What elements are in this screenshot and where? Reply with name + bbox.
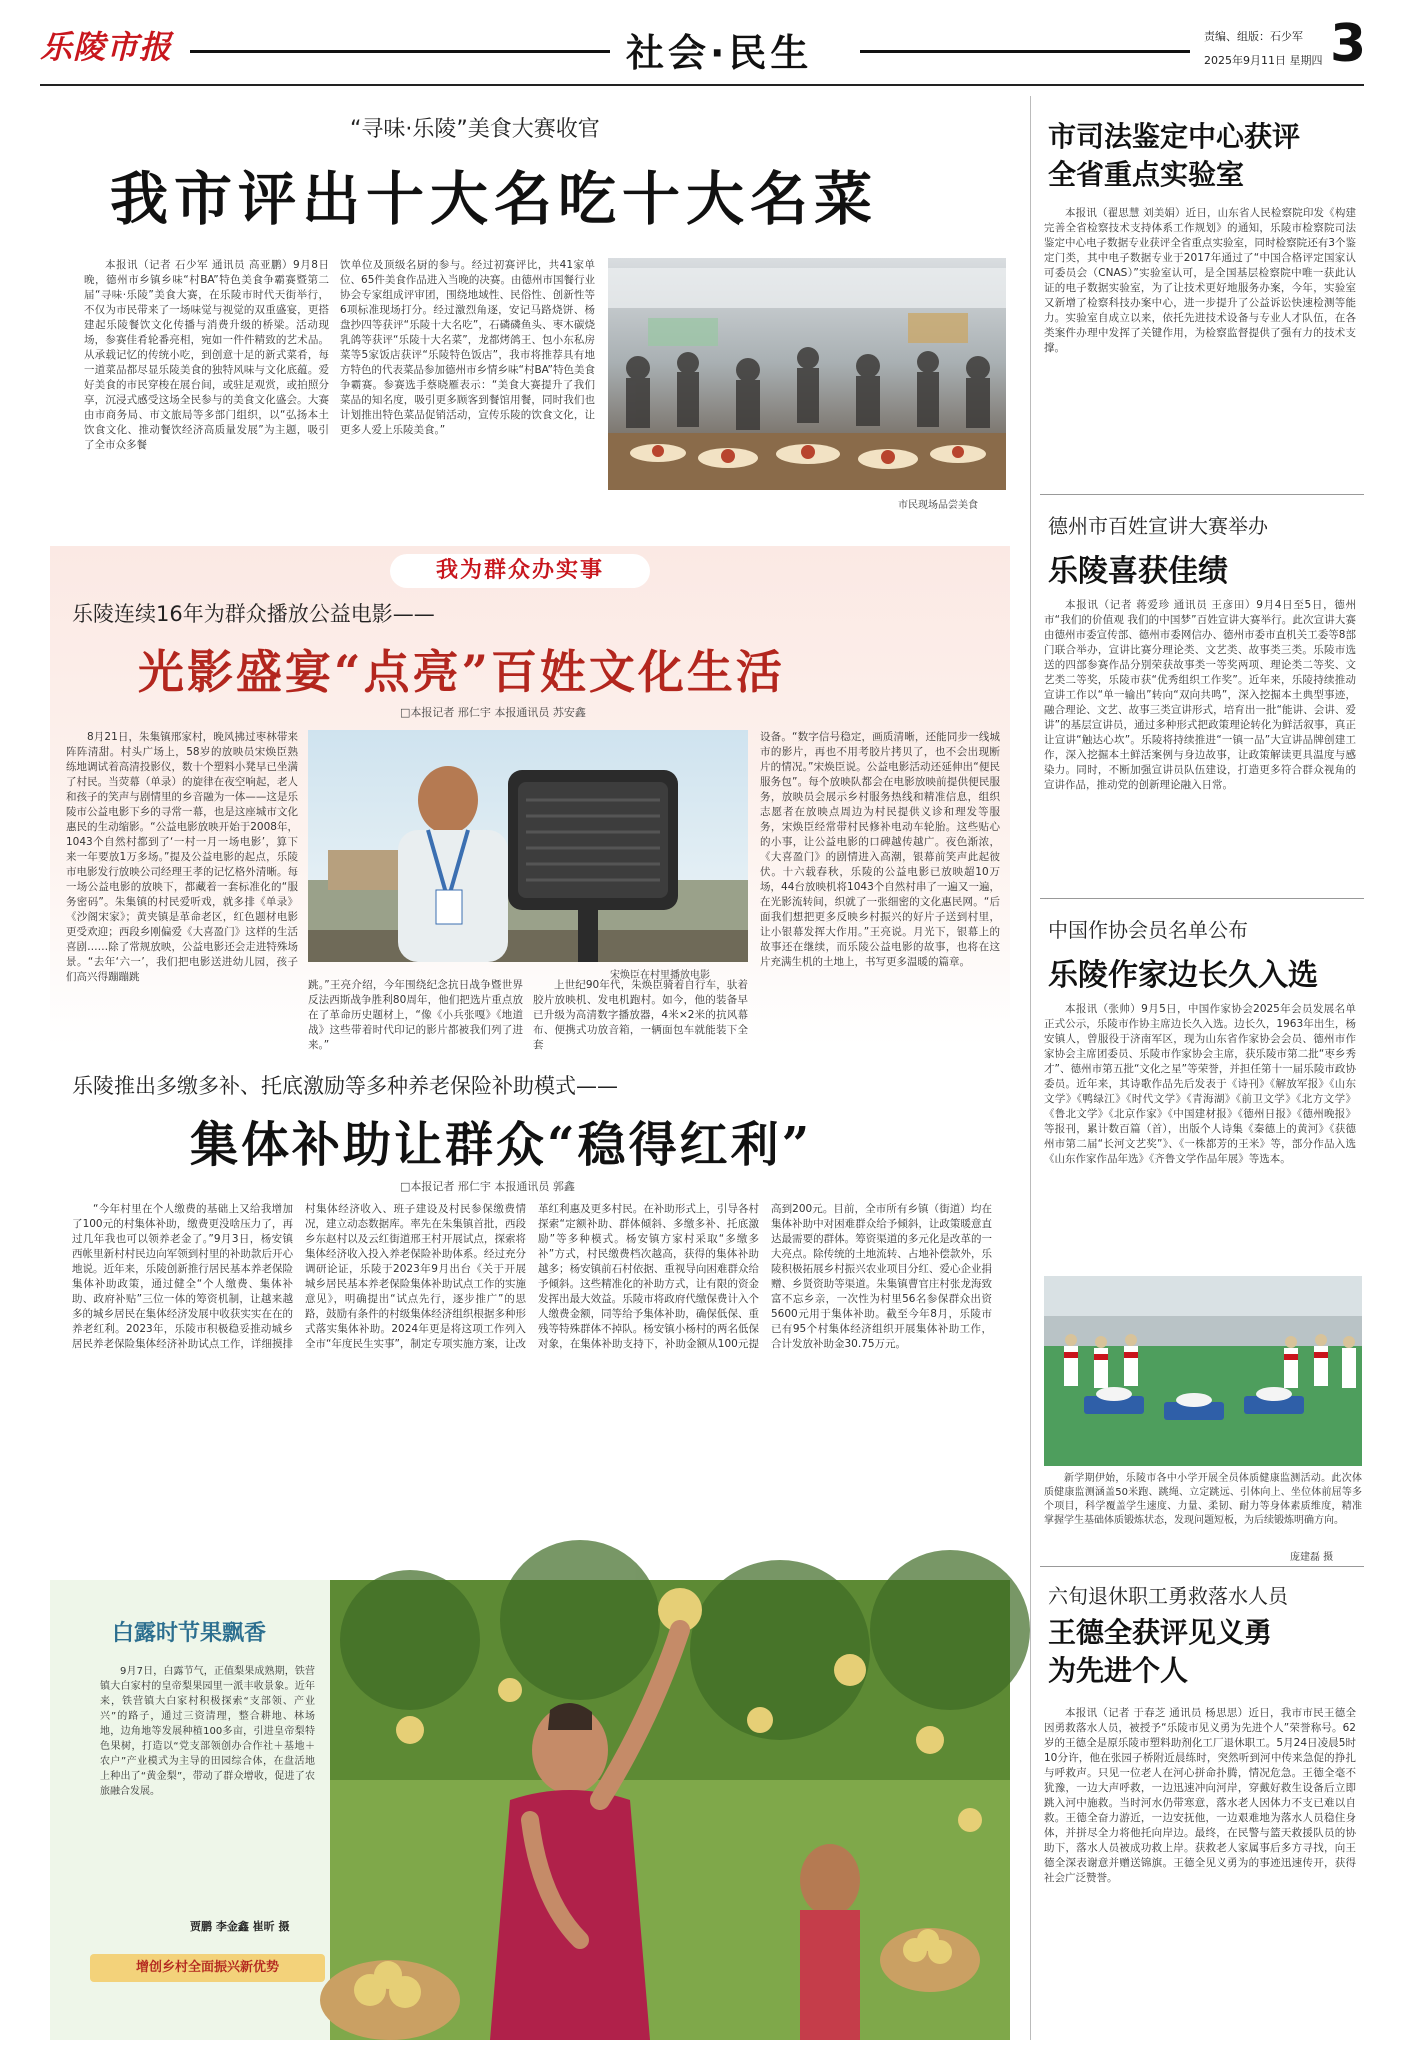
sidebar-rule-1 bbox=[1040, 494, 1364, 495]
harvest-credit: 贾鹏 李金鑫 崔昕 摄 bbox=[190, 1920, 290, 1933]
lead-kicker: “寻味·乐陵”美食大赛收官 bbox=[350, 117, 600, 142]
harvest-title: 白露时节果飘香 bbox=[112, 1621, 267, 1646]
cinema-headline: 光影盛宴“点亮”百姓文化生活 bbox=[138, 645, 785, 699]
feature-tag-text: 我为群众办实事 bbox=[435, 558, 604, 583]
cinema-byline: □本报记者 邢仁宇 本报通讯员 苏安鑫 bbox=[400, 706, 586, 719]
harvest-photo bbox=[330, 1580, 1010, 2040]
lead-photo-caption: 市民现场品尝美食 bbox=[898, 500, 978, 511]
sidebar-item-speech bbox=[1044, 506, 1364, 896]
pension-kicker: 乐陵推出多缴多补、托底激励等多种养老保险补助模式—— bbox=[72, 1074, 618, 1098]
cinema-body-col1: 8月21日，朱集镇邢家村，晚风拂过枣林带来阵阵清甜。村头广场上，58岁的放映员宋焕臣熟练地调试着高清投影仪，数十个塑料小凳早已坐满了村民。当荧幕（单录）的旋律在夜空响起，老人和孩子的笑声与剧情里的乡音融为一体——这是乐陵市公益电影下乡的寻常一幕，也是这座城市文化惠民的生动缩影。“公益电影放映开始于2008年，1043个自然村都到了‘一村一月一场电影’，算下来一年要放1万多场。”提及公益电影的起点，乐陵市电影发行放映公司经理王孝的记忆格外清晰。每一场公益电影的放映下，都藏着一套标准化的“服务密码”。朱集镇的村民爱听戏，就多排《单录》《沙阁宋家》；黄夹镇是革命老区，红色题材电影更受欢迎；西段乡刚偏爱《大喜盈门》这样的生活喜剧……除了常规放映，公益电影还会走进特殊场景。“去年‘六一’，我们把电影送进幼儿园，孩子们高兴得蹦蹦跳 bbox=[66, 731, 298, 983]
hero-headline: 王德全获评见义勇为先进个人 bbox=[1048, 1616, 1273, 1687]
masthead-bottom-rule bbox=[40, 84, 1364, 86]
masthead-right-rule bbox=[860, 50, 1190, 53]
school-fitness-photo bbox=[1044, 1276, 1362, 1466]
lab-headline: 市司法鉴定中心获评全省重点实验室 bbox=[1048, 120, 1301, 191]
feature-cinema bbox=[50, 546, 1010, 1051]
section-title: 社会·民生 bbox=[626, 31, 813, 75]
sidebar-divider bbox=[1030, 96, 1031, 2040]
lead-story bbox=[50, 96, 1010, 536]
harvest-feature bbox=[50, 1580, 1010, 2040]
school-photo-caption: 新学期伊始，乐陵市各中小学开展全员体质健康监测活动。此次体质健康监测涵盖50米跑、跳绳、立定跳远、引体向上、坐位体前屈等多个项目，科学覆盖学生速度、力量、柔韧、耐力等身体素质维度，精准掌握学生基础体质锻炼状态，发现问题短板，为后续锻炼明确方向。 bbox=[1044, 1473, 1362, 1526]
sidebar-item-lab bbox=[1044, 112, 1364, 492]
food-contest-photo bbox=[608, 258, 1006, 490]
speech-kicker: 德州市百姓宣讲大赛举办 bbox=[1048, 514, 1268, 538]
lead-body-col1: 本报讯（记者 石少军 通讯员 高亚鹏）9月8日晚，德州市乡镇乡味“村BA”特色美食争霸赛暨第二届“寻味·乐陵”美食大赛，在乐陵市时代天街举行，不仅为市民带来了一场味觉与视觉的双重盛宴，更搭建起乐陵餐饮文化传播与消费升级的桥梁。活动现场，参赛佳肴轮番亮相，宛如一件件精致的艺术品。从承载记忆的传统小吃，到创意十足的新式菜肴，每一道菜品都尽显乐陵美食的独特风味与文化底蕴。爱好美食的市民穿梭在展台间，或驻足观赏，或拍照分享，沉浸式感受这场全民参与的美食文化盛会。大赛由市商务局、市文旅局等多部门组织，以“弘扬本土饮食文化、推动餐饮经济高质量发展”为主题，吸引了全市众多餐 bbox=[84, 259, 329, 451]
speech-headline: 乐陵喜获佳绩 bbox=[1048, 554, 1228, 589]
date-line: 2025年9月11日 星期四 bbox=[1204, 54, 1323, 67]
writer-kicker: 中国作协会员名单公布 bbox=[1048, 918, 1248, 942]
harvest-banner bbox=[90, 1954, 325, 1982]
masthead bbox=[40, 14, 1367, 80]
sidebar-item-hero bbox=[1044, 1576, 1364, 2046]
lead-headline: 我市评出十大名吃十大名菜 bbox=[110, 165, 879, 233]
hero-body: 本报讯（记者 于春芝 通讯员 杨思思）近日，我市市民王德全因勇救落水人员，被授予“乐陵市见义勇为先进个人”荣誉称号。62岁的王德全是原乐陵市塑料助剂化工厂退休职工。5月24日凌晨5时10分许，他在张园子桥附近晨练时，突然听到河中传来急促的挣扎与呼救声。只见一位老人在河心拼命扑腾，情况危急。王德全毫不犹豫，一边大声呼救，一边迅速冲向河岸，穿戴好救生设备后立即跳入河中施救。当时河水仍带寒意，落水老人因体力不支已难以自救。王德全奋力游近，一边安抚他，一边艰难地为落水人员稳住身体，并拼尽全力将他托向岸边。最终，在民警与篮天救援队员的协助下，落水人员被成功救上岸。获救老人家属事后多方寻找，向王德全深表谢意并赠送锦旗。王德全见义勇为的事迹迅速传开，获得社会广泛赞誉。 bbox=[1044, 1707, 1356, 1884]
harvest-banner-text: 增创乡村全面振兴新优势 bbox=[135, 1960, 279, 1975]
fitness-test-photo bbox=[1044, 1276, 1362, 1466]
cinema-photo-caption: 宋焕臣在村里播放电影 bbox=[610, 970, 710, 981]
cinema-body-under-photo-2: 上世纪90年代，朱焕臣骑着自行车，驮着胶片放映机、发电机跑村。如今，他的装备早已升级为高清数字播放器，4米×2米的抗风幕布、便携式功放音箱，一辆面包车就能装下全套 bbox=[533, 979, 748, 1051]
projectionist-photo bbox=[308, 730, 748, 962]
lead-photo bbox=[608, 258, 1006, 490]
speech-body: 本报讯（记者 蒋爱珍 通讯员 王彦田）9月4日至5日，德州市“我们的价值观 我们的中国梦”百姓宣讲大赛举行。此次宣讲大赛由德州市委宣传部、德州市委网信办、德州市委市直机关工委等8部门联合举办，宣讲比赛分理论类、文艺类、故事类三类。乐陵市选送的四部参赛作品分别荣获故事类一等奖两项、理论类二等奖、文艺类二等奖，乐陵市获“优秀组织工作奖”。近年来，乐陵持续推动宣讲工作以“单一输出”转向“双向共鸣”，深入挖掘本土典型事迹，融合理论、文艺、故事三类宣讲形式，培育出一批“能讲、会讲、爱讲”的基层宣讲员，通过多种形式把政策理论转化为鲜活叙事，真正让宣讲“触达心坎”。乐陵将持续推进“一镇一品”大宣讲品牌创建工作，深入挖掘本土鲜活案例与身边故事，让政策解读更具温度与感染力。同时，不断加强宣讲员队伍建设，打造更多符合群众视角的宣讲作品，推动党的创新理论融入日常。 bbox=[1044, 599, 1356, 791]
pear-orchard-photo bbox=[330, 1580, 1010, 2040]
school-photo-credit: 庞建磊 摄 bbox=[1290, 1552, 1334, 1563]
cinema-kicker: 乐陵连续16年为群众播放公益电影—— bbox=[72, 602, 435, 626]
pension-body: “今年村里在个人缴费的基础上又给我增加了100元的村集体补助，缴费更没啥压力了，再过几年我也可以领养老金了。”9月3日，杨安镇西帐里新村村民边向军领到村里的补助款后开心地说。近年来，乐陵创新推行居民基本养老保险集体补助政策，通过健全“个人缴费、集体补助、政府补贴”三位一体的筹资机制，让越来越多的城乡居民在集体经济发展中收获实实在在的养老红利。2023年，乐陵市积极稳妥推动城乡居民养老保险集体经济补助试点工作，详细摸排村集体经济收入、班子建设及村民参保缴费情况，建立动态数据库。率先在朱集镇首批，西段乡东赵村以及云红街道邢王村开展试点，探索将集体经济收入投入养老保险补助体系。经过充分调研论证，乐陵于2023年9月出台《关于开展城乡居民基本养老保险集体补助试点工作的实施意见》，明确提出“试点先行，逐步推广”的思路，鼓励有条件的村级集体经济组织根据多种形式落实集体补助。2024年更是将这项工作列入全市“年度民生实事”，制定专项实施方案，让改革红利惠及更多村民。在补助形式上，引导各村探索“定额补助、群体倾斜、多缴多补、托底激励”等多种模式。杨安镇方家村采取“多缴多补”方式，村民缴费档次越高，获得的集体补助越多；杨安镇前石村依据、重视导向困难群众给予倾斜。这些精准化的补助方式，让有限的资金发挥出最大效益。乐陵市将政府代缴保费计入个人缴费金额，同等给予集体补助，确保低保、重残等特殊群体不掉队。杨安镇小杨村的两名低保对象，在集体补助支持下，补助金额从100元提高到200元。目前，全市所有乡镇（街道）均在集体补助中对困难群众给予倾斜，让政策暖意直达最需要的群体。筹资渠道的多元化是改革的一大亮点。除传统的土地流转、占地补偿款外，乐陵积极拓展乡村振兴农业项目分红、爱心企业捐赠、乡贤资助等渠道。朱集镇曹官庄村张龙海致富不忘乡亲，一次性为村里56名参保群众出资5600元用于集体补助。截至今年8月，乐陵市已有95个村集体经济组织开展集体补助工作，合计发放补助金30.75万元。 bbox=[72, 1203, 992, 1350]
newspaper-logo: 乐陵市报 bbox=[40, 28, 173, 66]
masthead-left-rule bbox=[190, 50, 610, 53]
harvest-text-panel bbox=[50, 1580, 330, 2040]
sidebar-item-writer bbox=[1044, 910, 1364, 1300]
cinema-body-under-photo-1: 跳。”王亮介绍，今年围绕纪念抗日战争暨世界反法西斯战争胜利80周年，他们把选片重点放在了革命历史题材上，“像《小兵张嘎》《地道战》这些带着时代印记的影片都被我们列了进来。” bbox=[308, 979, 523, 1051]
pension-headline: 集体补助让群众“稳得红利” bbox=[190, 1117, 813, 1173]
lead-body-col2: 饮单位及顶级名厨的参与。经过初赛评比，共41家单位、65件美食作品进入当晚的决赛。由德州市国餐行业协会专家组成评审团，围绕地域性、民俗性、创新性等6项标准现场打分。经过激烈角逐，安记马路烧饼、杨盘抄四等获评“乐陵十大名吃”，石磷磷鱼头、枣木碳烧乳鸽等获评“乐陵十大名菜”，龙都烤鸽王、包小东私房菜等5家饭店获评“乐陵特色饭店”，我市将推荐具有地方特色的代表菜品参加德州市乡情乡味“村BA”特色美食争霸赛。参赛选手蔡晓雁表示：“美食大赛提升了我们菜品的知名度，吸引更多顾客到餐馆用餐，同时我们也计划推出特色菜品促销活动，宣传乐陵的饮食文化，让更多人爱上乐陵美食。” bbox=[340, 259, 595, 436]
hero-kicker: 六旬退休职工勇救落水人员 bbox=[1048, 1584, 1288, 1608]
writer-headline: 乐陵作家边长久入选 bbox=[1048, 958, 1318, 993]
cinema-body-col4: 设备。“数字信号稳定，画质清晰，还能同步一线城市的影片，再也不用考胶片拷贝了，也不会出现断片的情况。”宋焕臣说。公益电影活动还延伸出“便民服务包”。每个放映队都会在电影放映前提供便民服务，放映员会展示乡村服务热线和精准信息，组织志愿者在放映点周边为村民提供义诊和理发等服务，宋焕臣经常带村民修补电动车轮胎。这些贴心的小事，让公益电影的口碑越传越广。夜色渐浓，《大喜盈门》的剧情进入高潮，银幕前笑声此起彼伏。十六载春秋，乐陵的公益电影已放映超10万场，44台放映机将1043个自然村串了一遍又一遍，在光影流转间，织就了一张细密的文化惠民网。“后面我们想把更多反映乡村振兴的好片子送到村里，让小银幕发挥大作用。”王亮说。月光下，银幕上的故事还在继续，而乐陵公益电影的故事，也将在这片充满生机的土地上，书写更多温暖的篇章。 bbox=[760, 731, 1000, 968]
page-number: 3 bbox=[1330, 14, 1367, 74]
harvest-body: 9月7日，白露节气，正值梨果成熟期，铁营镇大白家村的皇帝梨果园里一派丰收景象。近年来，铁营镇大白家村积极探索“支部领、产业兴”的路子，通过三资清理，整合耕地、林场地，边角地等发展种植100多亩，引进皇帝梨特色果树，打造以“党支部领创办合作社＋基地＋农户”产业模式为主导的田园综合体，在盘活地上种出了“黄金梨”，带动了群众增收，促进了农旅融合发展。 bbox=[100, 1666, 315, 1797]
lab-body: 本报讯（翟思慧 刘美娟）近日，山东省人民检察院印发《构建完善全省检察技术支持体系工作规划》的通知，乐陵市检察院司法鉴定中心电子数据专业获评全省重点实验室，同时检察院还有3个鉴定门类，其中电子数据专业于2017年通过了“中国合格评定国家认可委员会（CNAS）”实验室认可，是全国基层检察院中唯一获此认证的电子数据实验室，为了让技术更好地服务办案，今年，实验室又新增了检察科技办案中心，进一步提升了公益诉讼快速检测等能力。实验室自成立以来，依托先进技术设备与专业人才队伍，在各类案件办理中发挥了关键作用，为检察监督提供了强有力的技术支撑。 bbox=[1044, 207, 1356, 354]
cinema-photo bbox=[308, 730, 748, 962]
sidebar-rule-3 bbox=[1040, 1566, 1364, 1567]
feature-pension bbox=[50, 1056, 1010, 1566]
writer-body: 本报讯（张帅）9月5日，中国作家协会2025年会员发展名单正式公示，乐陵市作协主席边长久入选。边长久，1963年出生，杨安镇人，曾服役于济南军区，现为山东省作家协会会员、德州市作家协会主席团委员、乐陵市作家协会主席，获乐陵市第二批“枣乡秀才”、德州市第五批“文化之星”等荣誉，并担任第十一届乐陵市政协委员。近年来，其诗歌作品先后发表于《诗刊》《解放军报》《山东文学》《鸭绿江》《时代文学》《青海湖》《前卫文学》《北方文学》《鲁北文学》《北京作家》《中国建材报》《德州日报》《德州晚报》等报刊，累计数百篇（首），出版个人诗集《秦德上的黄河》《获德州市第二届“长河文艺奖”》、《一株都芳的王米》等，部分作品入选《山东作家作品年选》《齐鲁文学作品年展》等选本。 bbox=[1044, 1003, 1356, 1165]
feature-tag bbox=[390, 554, 650, 588]
sidebar-rule-2 bbox=[1040, 898, 1364, 899]
pension-byline: □本报记者 邢仁宇 本报通讯员 郭鑫 bbox=[400, 1180, 575, 1193]
editor-line: 责编、组版：石少军 bbox=[1204, 30, 1303, 43]
